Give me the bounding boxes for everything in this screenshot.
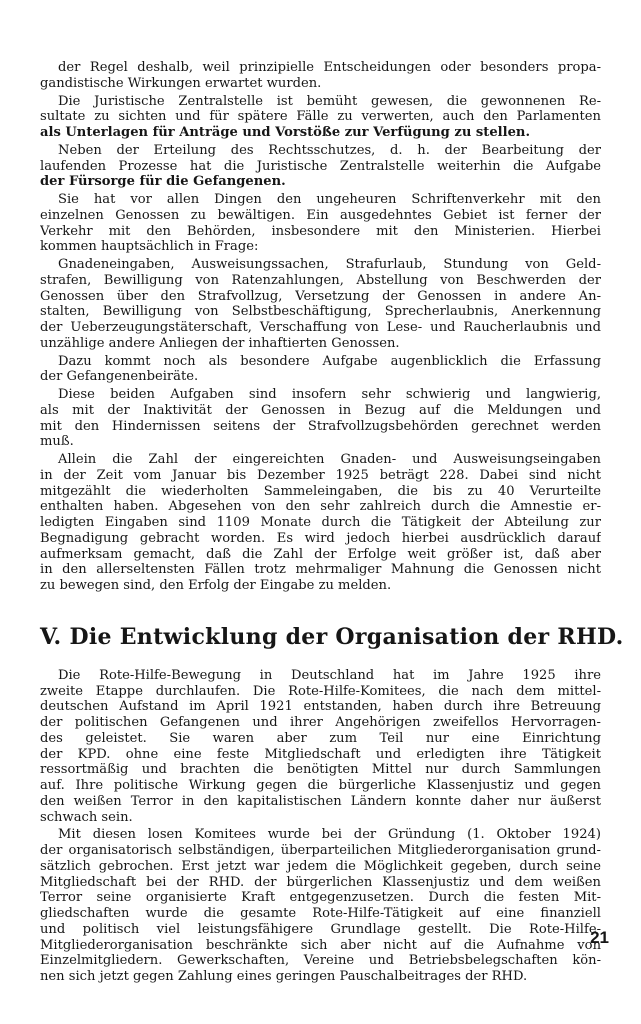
text-line: gandistische Wirkungen erwartet wurden. (40, 75, 322, 91)
text-line: Terror seine organisierte Kraft entgegenzusetzen. Durch die festen Mit- (40, 890, 601, 906)
text-line: sultate zu sichten und für spätere Fälle zu verwerten, auch den Parlamenten (40, 109, 601, 125)
text-line: Genossen über den Strafvollzug, Versetzung der Genossen in andere An- (40, 288, 601, 304)
text-line: zu bewegen sind, den Erfolg der Eingabe zu melden. (40, 578, 392, 593)
text-line: Mit diesen losen Komitees wurde bei der Gründung (1. Oktober 1924) (58, 827, 601, 843)
section-body-2 (40, 668, 601, 985)
text-line: auf. Ihre politische Wirkung gegen die bürgerliche Klassenjustiz und gegen (40, 778, 601, 793)
text-line: Allein die Zahl der eingereichten Gnaden- und Ausweisungseingaben (58, 452, 601, 467)
text-line: Diese beiden Aufgaben sind insofern sehr schwierig und langwierig, (58, 387, 601, 402)
text-line: der Ueberzeugungstäterschaft, Verschaffung von Lese- und Raucherlaubnis und (40, 320, 601, 335)
text-line: ressortmäßig und brachten die benötigten Mittel nur durch Sammlungen (40, 762, 601, 778)
text-line: enthalten haben. Abgesehen von den sehr zahlreich durch die Amnestie er- (40, 499, 601, 515)
text-line: Mitgliederorganisation beschränkte sich aber nicht auf die Aufnahme von (40, 937, 601, 953)
text-line: Mitgliedschaft bei der RHD. der bürgerlichen Klassenjustiz und dem weißen (40, 874, 601, 890)
text-line: gliedschaften wurde die gesamte Rote-Hilfe-Tätigkeit auf eine finanziell (40, 906, 601, 921)
text-line: Dazu kommt noch als besondere Aufgabe augenblicklich die Erfassung (58, 353, 601, 369)
text-line: schwach sein. (40, 809, 133, 825)
text-line: der politischen Gefangenen und ihrer Angehörigen zweifellos Hervorragen- (40, 715, 601, 730)
text-line: Verkehr mit den Behörden, insbesondere mit den Ministerien. Hierbei (40, 223, 601, 239)
text-line: nen sich jetzt gegen Zahlung eines geringen Pauschalbeitrages der RHD. (40, 969, 528, 984)
text-line: Gnadeneingaben, Ausweisungssachen, Strafurlaub, Stundung von Geld- (58, 257, 601, 272)
section-body-1 (40, 60, 601, 594)
text-line: der organisatorisch selbständigen, überparteilichen Mitgliederorganisation grund- (40, 843, 601, 858)
text-line: der Fürsorge für die Gefangenen. (40, 174, 286, 190)
text-line: zweite Etappe durchlaufen. Die Rote-Hilfe-Komitees, die nach dem mittel- (40, 683, 601, 699)
text-line: sätzlich gebrochen. Erst jetzt war jedem die Möglichkeit gegeben, durch seine (40, 858, 601, 874)
text-line: der KPD. ohne eine feste Mitgliedschaft und erledigten ihre Tätigkeit (40, 746, 601, 762)
text-line: Die Rote-Hilfe-Bewegung in Deutschland hat im Jahre 1925 ihre (58, 667, 601, 683)
text-line: in der Zeit vom Januar bis Dezember 1925 beträgt 228. Dabei sind nicht (40, 467, 601, 483)
text-line: mitgezählt die wiederholten Sammeleingaben, die bis zu 40 Verurteilte (40, 483, 601, 499)
text-line: laufenden Prozesse hat die Juristische Zentralstelle weiterhin die Aufgabe (40, 158, 601, 174)
text-line: deutschen Aufstand im April 1921 entstanden, haben durch ihre Betreuung (40, 699, 601, 715)
page-number: 21 (590, 928, 609, 947)
text-line: des geleistet. Sie waren aber zum Teil nur eine Einrichtung (40, 730, 601, 746)
text-line: Die Juristische Zentralstelle ist bemüht gewesen, die gewonnenen Re- (58, 93, 601, 109)
text-line: Sie hat vor allen Dingen den ungeheuren Schriftenverkehr mit den (58, 192, 601, 207)
text-line: strafen, Bewilligung von Ratenzahlungen, Abstellung von Beschwerden der (40, 272, 601, 288)
text-line: als mit der Inaktivität der Genossen in Bezug auf die Meldungen und (40, 402, 601, 418)
text-line: ledigten Eingaben sind 1109 Monate durch die Tätigkeit der Abteilung zur (40, 515, 601, 530)
text-line: Neben der Erteilung des Rechtsschutzes, d. h. der Bearbeitung der (58, 142, 601, 158)
text-line: in den allerseltensten Fällen trotz mehrmaliger Mahnung die Genossen nicht (40, 562, 601, 578)
text-line: muß. (40, 434, 74, 450)
text-line: als Unterlagen für Anträge und Vorstöße zur Verfügung zu stellen. (40, 125, 531, 140)
text-line: stalten, Bewilligung von Selbstbeschäftigung, Sprecherlaubnis, Anerkennung (40, 304, 601, 320)
text-line: kommen hauptsächlich in Frage: (40, 239, 259, 255)
text-line: unzählige andere Anliegen der inhaftierten Genossen. (40, 335, 400, 351)
text-line: Einzelmitgliedern. Gewerkschaften, Vereine und Betriebsbelegschaften kön- (40, 953, 601, 969)
text-line: mit den Hindernissen seitens der Strafvollzugsbehörden gerechnet werden (40, 418, 601, 434)
text-line: der Regel deshalb, weil prinzipielle Entscheidungen oder besonders propa- (58, 60, 601, 75)
text-line: Begnadigung gebracht worden. Es wird jedoch hierbei ausdrücklich darauf (40, 530, 601, 546)
text-line: der Gefangenenbeiräte. (40, 369, 199, 385)
section-heading: V. Die Entwicklung der Organisation der RHD. (40, 623, 624, 650)
text-line: aufmerksam gemacht, daß die Zahl der Erfolge weit größer ist, daß aber (40, 546, 601, 562)
text-line: einzelnen Genossen zu bewältigen. Ein ausgedehntes Gebiet ist ferner der (40, 207, 601, 223)
text-line: den weißen Terror in den kapitalistischen Ländern konnte daher nur äußerst (40, 793, 601, 809)
text-line: und politisch viel leistungsfähigere Grundlage gestellt. Die Rote-Hilfe- (40, 921, 601, 937)
